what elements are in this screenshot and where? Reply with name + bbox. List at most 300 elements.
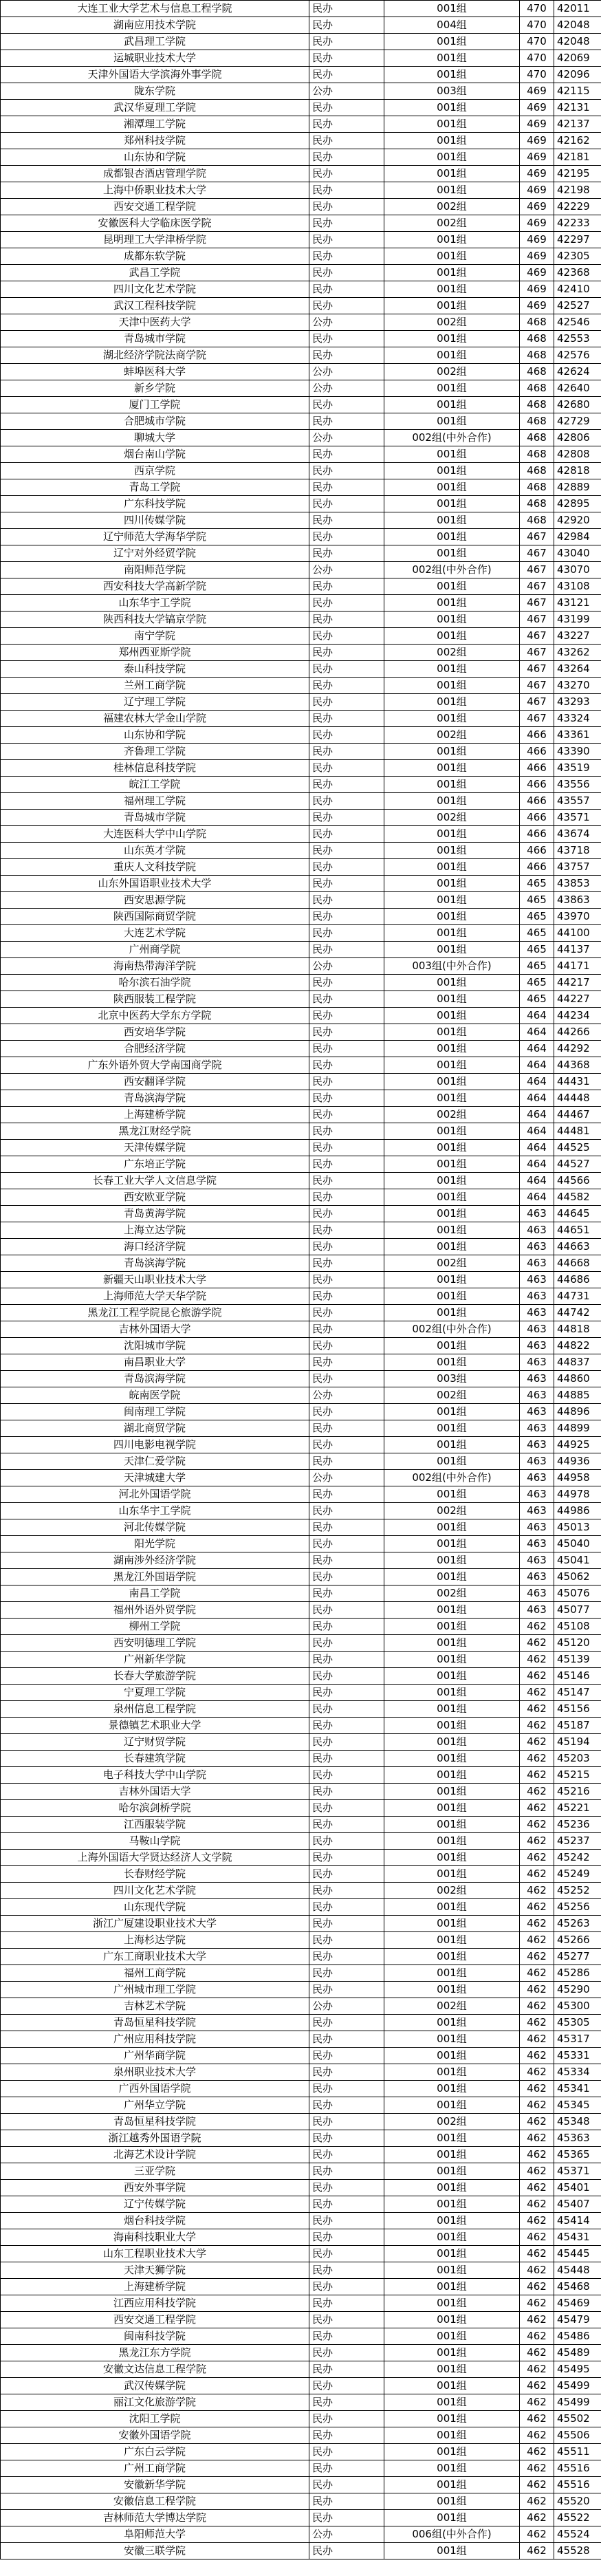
school-cell: 辽宁财贸学院 bbox=[1, 1734, 309, 1751]
table-row bbox=[1, 281, 601, 298]
group-cell: 001组 bbox=[384, 2196, 520, 2213]
school-cell: 西安培华学院 bbox=[1, 1024, 309, 1041]
school-cell: 西安交通工程学院 bbox=[1, 2312, 309, 2328]
group-cell: 001组 bbox=[384, 1552, 520, 1569]
school-cell: 烟台科技学院 bbox=[1, 2213, 309, 2229]
rank-cell: 44686 bbox=[554, 1272, 601, 1288]
score-cell: 466 bbox=[520, 859, 554, 876]
type-cell: 公办 bbox=[309, 958, 384, 975]
school-cell: 西安欧亚学院 bbox=[1, 1189, 309, 1206]
rank-cell: 42069 bbox=[554, 50, 601, 67]
rank-cell: 42808 bbox=[554, 446, 601, 463]
group-cell: 001组 bbox=[384, 331, 520, 347]
table-row bbox=[1, 2295, 601, 2312]
table-row bbox=[1, 380, 601, 397]
table-row bbox=[1, 1519, 601, 1536]
school-cell: 大连艺术学院 bbox=[1, 925, 309, 942]
group-cell: 001组 bbox=[384, 793, 520, 810]
group-cell: 001组 bbox=[384, 1519, 520, 1536]
group-cell: 002组(中外合作) bbox=[384, 1321, 520, 1338]
type-cell: 民办 bbox=[309, 2246, 384, 2262]
table-row bbox=[1, 1024, 601, 1041]
type-cell: 民办 bbox=[309, 2163, 384, 2180]
table-row bbox=[1, 595, 601, 611]
group-cell: 001组 bbox=[384, 1932, 520, 1949]
score-cell: 470 bbox=[520, 34, 554, 50]
table-row bbox=[1, 1652, 601, 1668]
table-row bbox=[1, 611, 601, 628]
school-cell: 山东英才学院 bbox=[1, 843, 309, 859]
school-cell: 吉林艺术学院 bbox=[1, 1998, 309, 2015]
school-cell: 兰州工商学院 bbox=[1, 678, 309, 694]
rank-cell: 45194 bbox=[554, 1734, 601, 1751]
school-cell: 江西服装学院 bbox=[1, 1817, 309, 1833]
rank-cell: 43108 bbox=[554, 578, 601, 595]
group-cell: 002组 bbox=[384, 2114, 520, 2130]
school-cell: 辽宁理工学院 bbox=[1, 694, 309, 711]
score-cell: 463 bbox=[520, 1437, 554, 1453]
rank-cell: 43264 bbox=[554, 661, 601, 678]
type-cell: 民办 bbox=[309, 1404, 384, 1420]
rank-cell: 42011 bbox=[554, 1, 601, 17]
table-row bbox=[1, 760, 601, 777]
school-cell: 西安翻译学院 bbox=[1, 1074, 309, 1090]
table-row bbox=[1, 1701, 601, 1718]
rank-cell: 44896 bbox=[554, 1404, 601, 1420]
rank-cell: 45479 bbox=[554, 2312, 601, 2328]
school-cell: 闽南科技学院 bbox=[1, 2328, 309, 2345]
type-cell: 民办 bbox=[309, 1619, 384, 1635]
group-cell: 002组 bbox=[384, 1255, 520, 1272]
rank-cell: 45203 bbox=[554, 1751, 601, 1767]
group-cell: 001组 bbox=[384, 463, 520, 479]
group-cell: 001组 bbox=[384, 1899, 520, 1916]
table-row bbox=[1, 2312, 601, 2328]
rank-cell: 44925 bbox=[554, 1437, 601, 1453]
score-cell: 469 bbox=[520, 182, 554, 199]
school-cell: 郑州西亚斯学院 bbox=[1, 645, 309, 661]
score-cell: 462 bbox=[520, 2312, 554, 2328]
rank-cell: 43718 bbox=[554, 843, 601, 859]
rank-cell: 45237 bbox=[554, 1833, 601, 1850]
type-cell: 民办 bbox=[309, 2378, 384, 2394]
school-cell: 青岛城市学院 bbox=[1, 810, 309, 826]
rank-cell: 42576 bbox=[554, 347, 601, 364]
table-row bbox=[1, 1965, 601, 1982]
group-cell: 001组 bbox=[384, 611, 520, 628]
group-cell: 002组 bbox=[384, 1883, 520, 1899]
score-cell: 462 bbox=[520, 2163, 554, 2180]
group-cell: 001组 bbox=[384, 479, 520, 496]
school-cell: 皖南医学院 bbox=[1, 1387, 309, 1404]
school-cell: 上海建桥学院 bbox=[1, 1107, 309, 1123]
score-cell: 466 bbox=[520, 793, 554, 810]
score-cell: 462 bbox=[520, 2295, 554, 2312]
school-cell: 辽宁传媒学院 bbox=[1, 2196, 309, 2213]
school-cell: 齐鲁理工学院 bbox=[1, 744, 309, 760]
type-cell: 民办 bbox=[309, 512, 384, 529]
score-cell: 462 bbox=[520, 2427, 554, 2444]
score-cell: 466 bbox=[520, 810, 554, 826]
group-cell: 001组 bbox=[384, 2180, 520, 2196]
type-cell: 民办 bbox=[309, 1338, 384, 1354]
table-row bbox=[1, 512, 601, 529]
score-cell: 470 bbox=[520, 1, 554, 17]
group-cell: 001组 bbox=[384, 149, 520, 166]
group-cell: 001组 bbox=[384, 826, 520, 843]
rank-cell: 45334 bbox=[554, 2064, 601, 2081]
score-cell: 468 bbox=[520, 413, 554, 430]
type-cell: 民办 bbox=[309, 2411, 384, 2427]
type-cell: 民办 bbox=[309, 843, 384, 859]
table-row bbox=[1, 331, 601, 347]
score-cell: 464 bbox=[520, 1156, 554, 1173]
rank-cell: 44651 bbox=[554, 1222, 601, 1239]
score-cell: 462 bbox=[520, 2180, 554, 2196]
type-cell: 民办 bbox=[309, 1239, 384, 1255]
group-cell: 002组 bbox=[384, 1107, 520, 1123]
group-cell: 001组 bbox=[384, 2097, 520, 2114]
school-cell: 南昌职业大学 bbox=[1, 1354, 309, 1371]
rank-cell: 42806 bbox=[554, 430, 601, 446]
score-cell: 462 bbox=[520, 1916, 554, 1932]
type-cell: 民办 bbox=[309, 1519, 384, 1536]
group-cell: 001组 bbox=[384, 2510, 520, 2526]
score-cell: 467 bbox=[520, 545, 554, 562]
school-cell: 陕西服装工程学院 bbox=[1, 991, 309, 1008]
group-cell: 001组 bbox=[384, 2394, 520, 2411]
rank-cell: 44431 bbox=[554, 1074, 601, 1090]
table-row bbox=[1, 1321, 601, 1338]
score-cell: 462 bbox=[520, 2510, 554, 2526]
table-row bbox=[1, 2213, 601, 2229]
table-row bbox=[1, 1074, 601, 1090]
score-cell: 462 bbox=[520, 2444, 554, 2460]
table-row bbox=[1, 1189, 601, 1206]
score-cell: 469 bbox=[520, 149, 554, 166]
rank-cell: 42818 bbox=[554, 463, 601, 479]
rank-cell: 45331 bbox=[554, 2048, 601, 2064]
school-cell: 天津传媒学院 bbox=[1, 1140, 309, 1156]
school-cell: 沈阳工学院 bbox=[1, 2411, 309, 2427]
table-row bbox=[1, 2015, 601, 2031]
rank-cell: 44885 bbox=[554, 1387, 601, 1404]
table-row bbox=[1, 1156, 601, 1173]
rank-cell: 43040 bbox=[554, 545, 601, 562]
type-cell: 民办 bbox=[309, 2015, 384, 2031]
type-cell: 民办 bbox=[309, 1652, 384, 1668]
table-row bbox=[1, 2130, 601, 2147]
score-cell: 468 bbox=[520, 331, 554, 347]
rank-cell: 45341 bbox=[554, 2081, 601, 2097]
table-row bbox=[1, 2196, 601, 2213]
type-cell: 民办 bbox=[309, 1189, 384, 1206]
type-cell: 民办 bbox=[309, 1949, 384, 1965]
score-cell: 462 bbox=[520, 2460, 554, 2477]
rank-cell: 44986 bbox=[554, 1503, 601, 1519]
group-cell: 001组 bbox=[384, 265, 520, 281]
rank-cell: 42527 bbox=[554, 298, 601, 314]
score-cell: 465 bbox=[520, 942, 554, 958]
type-cell: 民办 bbox=[309, 1140, 384, 1156]
table-row bbox=[1, 1486, 601, 1503]
school-cell: 皖江工学院 bbox=[1, 777, 309, 793]
school-cell: 广州新华学院 bbox=[1, 1652, 309, 1668]
rank-cell: 45305 bbox=[554, 2015, 601, 2031]
table-row bbox=[1, 1437, 601, 1453]
score-cell: 462 bbox=[520, 2246, 554, 2262]
school-cell: 广东培正学院 bbox=[1, 1156, 309, 1173]
score-cell: 463 bbox=[520, 1272, 554, 1288]
score-cell: 466 bbox=[520, 760, 554, 777]
rank-cell: 45520 bbox=[554, 2493, 601, 2510]
school-cell: 南阳师范学院 bbox=[1, 562, 309, 578]
table-row bbox=[1, 265, 601, 281]
school-cell: 安徽外国语学院 bbox=[1, 2427, 309, 2444]
table-row bbox=[1, 892, 601, 909]
rank-cell: 42546 bbox=[554, 314, 601, 331]
rank-cell: 44368 bbox=[554, 1057, 601, 1074]
table-row bbox=[1, 1800, 601, 1817]
group-cell: 001组 bbox=[384, 1008, 520, 1024]
score-cell: 462 bbox=[520, 2064, 554, 2081]
rank-cell: 44663 bbox=[554, 1239, 601, 1255]
rank-cell: 42889 bbox=[554, 479, 601, 496]
type-cell: 民办 bbox=[309, 2493, 384, 2510]
type-cell: 民办 bbox=[309, 2312, 384, 2328]
score-cell: 466 bbox=[520, 727, 554, 744]
group-cell: 001组 bbox=[384, 2213, 520, 2229]
score-cell: 462 bbox=[520, 1619, 554, 1635]
type-cell: 民办 bbox=[309, 479, 384, 496]
score-cell: 464 bbox=[520, 1090, 554, 1107]
type-cell: 民办 bbox=[309, 611, 384, 628]
type-cell: 公办 bbox=[309, 83, 384, 100]
type-cell: 民办 bbox=[309, 859, 384, 876]
rank-cell: 43674 bbox=[554, 826, 601, 843]
school-cell: 天津外国语大学滨海外事学院 bbox=[1, 67, 309, 83]
rank-cell: 45516 bbox=[554, 2477, 601, 2493]
group-cell: 001组 bbox=[384, 777, 520, 793]
group-cell: 001组 bbox=[384, 1602, 520, 1619]
type-cell: 民办 bbox=[309, 2345, 384, 2361]
school-cell: 泉州信息工程学院 bbox=[1, 1701, 309, 1718]
table-row bbox=[1, 1272, 601, 1288]
group-cell: 002组 bbox=[384, 810, 520, 826]
score-cell: 463 bbox=[520, 1338, 554, 1354]
group-cell: 001组 bbox=[384, 2295, 520, 2312]
school-cell: 安徽医科大学临床医学院 bbox=[1, 215, 309, 232]
score-cell: 463 bbox=[520, 1420, 554, 1437]
score-cell: 463 bbox=[520, 1486, 554, 1503]
school-cell: 天津天狮学院 bbox=[1, 2262, 309, 2279]
rank-cell: 45256 bbox=[554, 1899, 601, 1916]
table-row bbox=[1, 1090, 601, 1107]
rank-cell: 45371 bbox=[554, 2163, 601, 2180]
score-cell: 470 bbox=[520, 67, 554, 83]
score-cell: 467 bbox=[520, 661, 554, 678]
table-row bbox=[1, 1635, 601, 1652]
type-cell: 民办 bbox=[309, 2147, 384, 2163]
school-cell: 安徽三联学院 bbox=[1, 2543, 309, 2559]
score-cell: 462 bbox=[520, 1784, 554, 1800]
rank-cell: 42229 bbox=[554, 199, 601, 215]
rank-cell: 42048 bbox=[554, 34, 601, 50]
table-row bbox=[1, 83, 601, 100]
group-cell: 002组 bbox=[384, 727, 520, 744]
group-cell: 001组 bbox=[384, 1536, 520, 1552]
type-cell: 民办 bbox=[309, 1321, 384, 1338]
table-row bbox=[1, 314, 601, 331]
group-cell: 002组(中外合作) bbox=[384, 562, 520, 578]
table-row bbox=[1, 2543, 601, 2559]
group-cell: 001组 bbox=[384, 1916, 520, 1932]
rank-cell: 44227 bbox=[554, 991, 601, 1008]
score-cell: 465 bbox=[520, 975, 554, 991]
type-cell: 民办 bbox=[309, 1156, 384, 1173]
rank-cell: 45236 bbox=[554, 1817, 601, 1833]
score-cell: 463 bbox=[520, 1354, 554, 1371]
table-row bbox=[1, 1998, 601, 2015]
type-cell: 民办 bbox=[309, 1305, 384, 1321]
score-cell: 462 bbox=[520, 2114, 554, 2130]
rank-cell: 45187 bbox=[554, 1718, 601, 1734]
type-cell: 民办 bbox=[309, 1090, 384, 1107]
rank-cell: 44899 bbox=[554, 1420, 601, 1437]
school-cell: 上海外国语大学贤达经济人文学院 bbox=[1, 1850, 309, 1866]
school-cell: 沈阳城市学院 bbox=[1, 1338, 309, 1354]
type-cell: 民办 bbox=[309, 529, 384, 545]
type-cell: 公办 bbox=[309, 2526, 384, 2543]
group-cell: 001组 bbox=[384, 1041, 520, 1057]
group-cell: 001组 bbox=[384, 1057, 520, 1074]
type-cell: 民办 bbox=[309, 1899, 384, 1916]
score-cell: 463 bbox=[520, 1536, 554, 1552]
group-cell: 001组 bbox=[384, 2130, 520, 2147]
score-cell: 464 bbox=[520, 1189, 554, 1206]
table-row bbox=[1, 2345, 601, 2361]
school-cell: 西安交通工程学院 bbox=[1, 199, 309, 215]
group-cell: 001组 bbox=[384, 942, 520, 958]
rank-cell: 42624 bbox=[554, 364, 601, 380]
rank-cell: 42115 bbox=[554, 83, 601, 100]
table-row bbox=[1, 958, 601, 975]
table-body bbox=[1, 1, 601, 2559]
rank-cell: 45108 bbox=[554, 1619, 601, 1635]
score-cell: 467 bbox=[520, 611, 554, 628]
score-cell: 468 bbox=[520, 496, 554, 512]
rank-cell: 45221 bbox=[554, 1800, 601, 1817]
school-cell: 大连医科大学中山学院 bbox=[1, 826, 309, 843]
rank-cell: 45041 bbox=[554, 1552, 601, 1569]
group-cell: 001组 bbox=[384, 991, 520, 1008]
group-cell: 001组 bbox=[384, 2229, 520, 2246]
score-cell: 467 bbox=[520, 645, 554, 661]
group-cell: 001组 bbox=[384, 2543, 520, 2559]
rank-cell: 44217 bbox=[554, 975, 601, 991]
group-cell: 003组 bbox=[384, 1371, 520, 1387]
table-row bbox=[1, 678, 601, 694]
table-row bbox=[1, 859, 601, 876]
type-cell: 民办 bbox=[309, 810, 384, 826]
rank-cell: 45252 bbox=[554, 1883, 601, 1899]
rank-cell: 43390 bbox=[554, 744, 601, 760]
type-cell: 公办 bbox=[309, 314, 384, 331]
rank-cell: 43293 bbox=[554, 694, 601, 711]
score-cell: 467 bbox=[520, 578, 554, 595]
school-cell: 成都银杏酒店管理学院 bbox=[1, 166, 309, 182]
group-cell: 001组 bbox=[384, 2262, 520, 2279]
table-row bbox=[1, 116, 601, 133]
group-cell: 006组(中外合作) bbox=[384, 2526, 520, 2543]
school-cell: 运城职业技术大学 bbox=[1, 50, 309, 67]
group-cell: 001组 bbox=[384, 1800, 520, 1817]
table-row bbox=[1, 2097, 601, 2114]
score-cell: 462 bbox=[520, 1899, 554, 1916]
type-cell: 民办 bbox=[309, 1, 384, 17]
rank-cell: 45263 bbox=[554, 1916, 601, 1932]
score-cell: 462 bbox=[520, 1800, 554, 1817]
school-cell: 电子科技大学中山学院 bbox=[1, 1767, 309, 1784]
score-cell: 468 bbox=[520, 347, 554, 364]
score-cell: 464 bbox=[520, 1074, 554, 1090]
type-cell: 民办 bbox=[309, 1552, 384, 1569]
group-cell: 001组 bbox=[384, 2427, 520, 2444]
group-cell: 001组 bbox=[384, 1982, 520, 1998]
type-cell: 民办 bbox=[309, 100, 384, 116]
school-cell: 青岛黄海学院 bbox=[1, 1206, 309, 1222]
type-cell: 民办 bbox=[309, 2180, 384, 2196]
group-cell: 001组 bbox=[384, 1817, 520, 1833]
type-cell: 民办 bbox=[309, 925, 384, 942]
rank-cell: 45445 bbox=[554, 2246, 601, 2262]
group-cell: 001组 bbox=[384, 2460, 520, 2477]
school-cell: 长春工业大学人文信息学院 bbox=[1, 1173, 309, 1189]
group-cell: 001组 bbox=[384, 1949, 520, 1965]
rank-cell: 45414 bbox=[554, 2213, 601, 2229]
rank-cell: 42729 bbox=[554, 413, 601, 430]
score-cell: 465 bbox=[520, 925, 554, 942]
group-cell: 001组 bbox=[384, 545, 520, 562]
group-cell: 001组 bbox=[384, 843, 520, 859]
table-row bbox=[1, 298, 601, 314]
group-cell: 001组 bbox=[384, 1734, 520, 1751]
table-row bbox=[1, 2427, 601, 2444]
table-row bbox=[1, 562, 601, 578]
group-cell: 002组 bbox=[384, 1998, 520, 2015]
group-cell: 001组 bbox=[384, 2361, 520, 2378]
group-cell: 001组 bbox=[384, 1222, 520, 1239]
table-row bbox=[1, 34, 601, 50]
score-cell: 462 bbox=[520, 2477, 554, 2493]
school-cell: 广东工商职业技术大学 bbox=[1, 1949, 309, 1965]
type-cell: 民办 bbox=[309, 2460, 384, 2477]
rank-cell: 44100 bbox=[554, 925, 601, 942]
group-cell: 001组 bbox=[384, 1090, 520, 1107]
table-row bbox=[1, 1718, 601, 1734]
table-row bbox=[1, 1239, 601, 1255]
school-cell: 北京中医药大学东方学院 bbox=[1, 1008, 309, 1024]
type-cell: 民办 bbox=[309, 711, 384, 727]
score-cell: 463 bbox=[520, 1288, 554, 1305]
table-row bbox=[1, 545, 601, 562]
school-cell: 广东外语外贸大学南国商学院 bbox=[1, 1057, 309, 1074]
type-cell: 民办 bbox=[309, 199, 384, 215]
school-cell: 福州工商学院 bbox=[1, 1965, 309, 1982]
group-cell: 001组 bbox=[384, 2081, 520, 2097]
rank-cell: 45215 bbox=[554, 1767, 601, 1784]
score-cell: 462 bbox=[520, 2196, 554, 2213]
